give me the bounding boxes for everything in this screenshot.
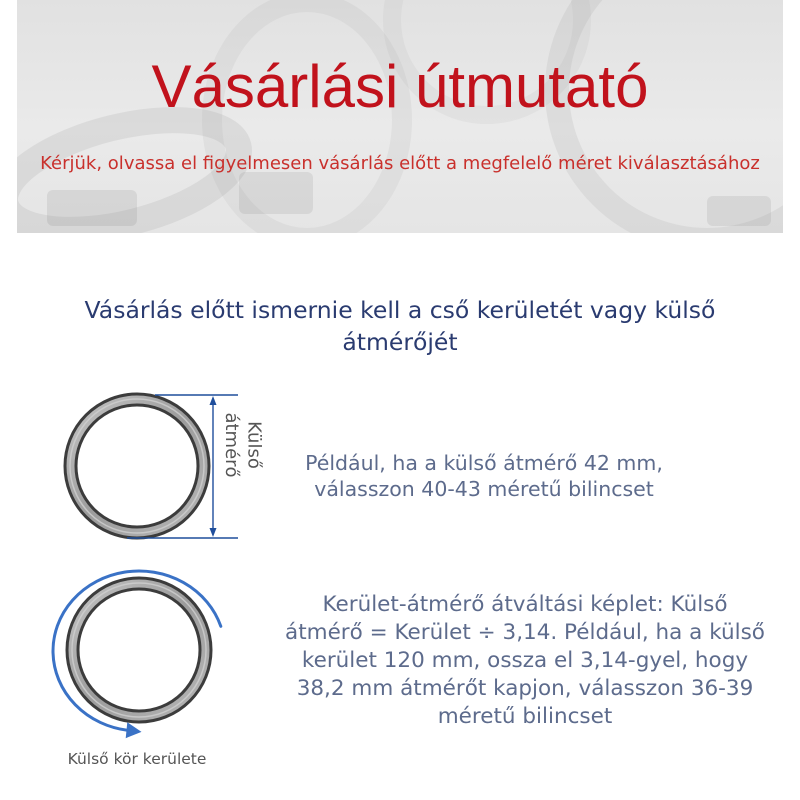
formula-text-line: Kerület-átmérő átváltási képlet: Külső (322, 592, 728, 617)
example-text-line: Például, ha a külső átmérő 42 mm, (305, 451, 663, 475)
double-headed-arrow-icon (210, 396, 217, 537)
page-subtitle: Kérjük, olvassa el figyelmesen vásárlás előtt a megfelelő méret kiválasztásához (40, 153, 760, 174)
circumference-caption: Külső kör kerülete (67, 750, 207, 768)
arrowhead-down-icon (210, 528, 217, 537)
formula-text-line: átmérő = Kerület ÷ 3,14. Például, ha a külső (285, 620, 765, 645)
outer-diameter-diagram (65, 394, 265, 538)
example-text-line: válasszon 40-43 méretű bilincset (314, 477, 654, 501)
intro-heading-line: Vásárlás előtt ismernie kell a cső kerületét vagy külső (84, 296, 716, 324)
arrowhead-right-icon (126, 722, 142, 738)
conversion-formula-text (275, 591, 775, 731)
formula-text-line: méretű bilincset (437, 704, 613, 729)
pipe-cross-section-icon (65, 394, 209, 538)
ring-inner-edge (76, 405, 198, 527)
outer-diameter-label (221, 412, 265, 477)
ring-band (73, 584, 206, 717)
outer-diameter-label-line: átmérő (221, 412, 242, 478)
pipe-cross-section-icon (67, 578, 211, 722)
formula-text-line: 38,2 mm átmérőt kapjon, válasszon 36-39 (296, 676, 754, 701)
ring-band (71, 400, 204, 533)
ring-outer-edge (65, 394, 209, 538)
circumference-diagram (53, 571, 221, 738)
arrowhead-up-icon (210, 396, 217, 405)
outer-diameter-label-line: Külső (243, 421, 265, 469)
intro-heading-line: átmérőjét (342, 328, 458, 356)
ring-sheen (72, 583, 206, 717)
ring-outer-edge (67, 578, 211, 722)
diameter-example-text (284, 450, 684, 502)
ring-inner-edge (78, 589, 200, 711)
ring-sheen (70, 399, 204, 533)
page-title: Vásárlási útmutató (151, 53, 649, 120)
formula-text-line: kerület 120 mm, ossza el 3,14-gyel, hogy (301, 648, 749, 673)
